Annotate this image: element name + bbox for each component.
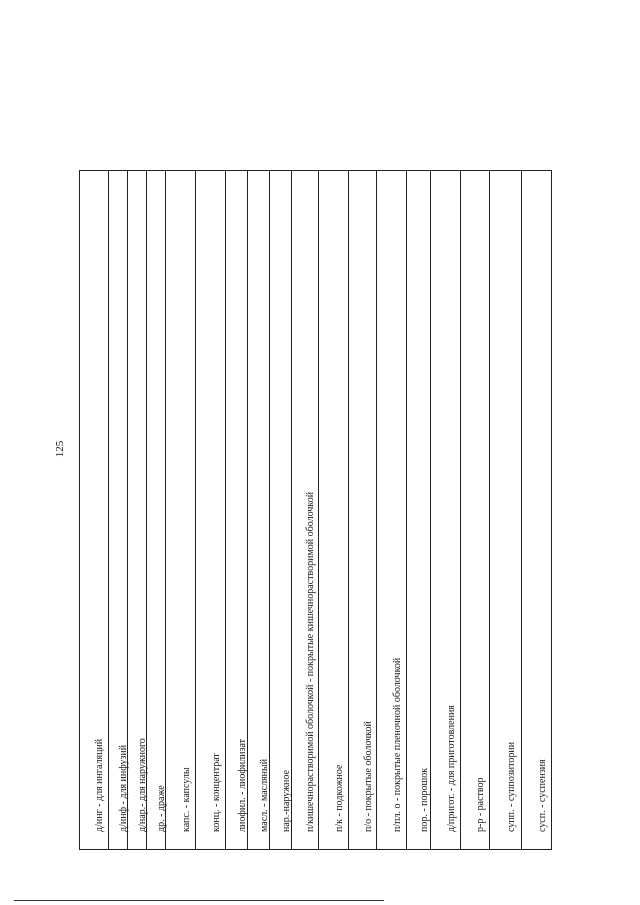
abbreviation-text: масл. - масляный: [258, 758, 270, 832]
abbreviation-text: п/кишечнорастворимой оболочкой - покрытые кишечнорастворимой оболочкой: [305, 491, 316, 832]
table-row: [127, 171, 146, 849]
abbreviation-text: лиофил. - лиофилизат: [236, 738, 248, 832]
table-row: [225, 171, 247, 849]
table-row: [376, 171, 406, 849]
table-row: [108, 171, 127, 849]
bottom-rule: [14, 900, 384, 901]
table-row: [165, 171, 195, 849]
abbreviation-text: др. - драже: [156, 785, 167, 832]
abbreviation-text: п/о - покрытые оболочкой: [362, 721, 374, 832]
abbreviation-text: сусп. - суспензия: [537, 759, 548, 832]
table-row: [269, 171, 291, 849]
table-row: [406, 171, 430, 849]
abbreviation-text: д/нар.- для наружного: [137, 738, 148, 832]
page-number: 125: [54, 440, 66, 458]
abbreviation-text: пор. - порошок: [418, 767, 430, 832]
table-row: [489, 171, 521, 849]
abbreviation-text: капс. - капсулы: [180, 767, 192, 832]
abbreviation-text: супп. - суппозитории: [505, 741, 517, 832]
table-row: [318, 171, 348, 849]
table-row: [460, 171, 489, 849]
table-row: [291, 171, 318, 849]
abbreviation-text: д/пригот. - для приготовления: [445, 705, 457, 832]
abbreviation-text: д/инф - для инфузий: [118, 744, 129, 832]
table-row: [195, 171, 225, 849]
table-row: [348, 171, 376, 849]
table-row: [247, 171, 269, 849]
abbreviation-text: п/пл. о - покрытые пленочной оболочкой: [391, 657, 403, 832]
table-row: [430, 171, 460, 849]
abbreviation-text: п/к - подкожное: [333, 764, 345, 832]
abbreviation-text: р-р - раствор: [475, 777, 486, 832]
abbreviation-text: конц. - концентрат: [210, 753, 222, 832]
table-row: [521, 171, 552, 849]
abbreviation-text: нар.-наружное: [280, 770, 292, 832]
abbreviation-text: д/инг - для ингаляций: [94, 738, 105, 832]
abbreviations-table: [79, 170, 552, 850]
table-row: [146, 171, 165, 849]
table-row: [79, 171, 108, 849]
